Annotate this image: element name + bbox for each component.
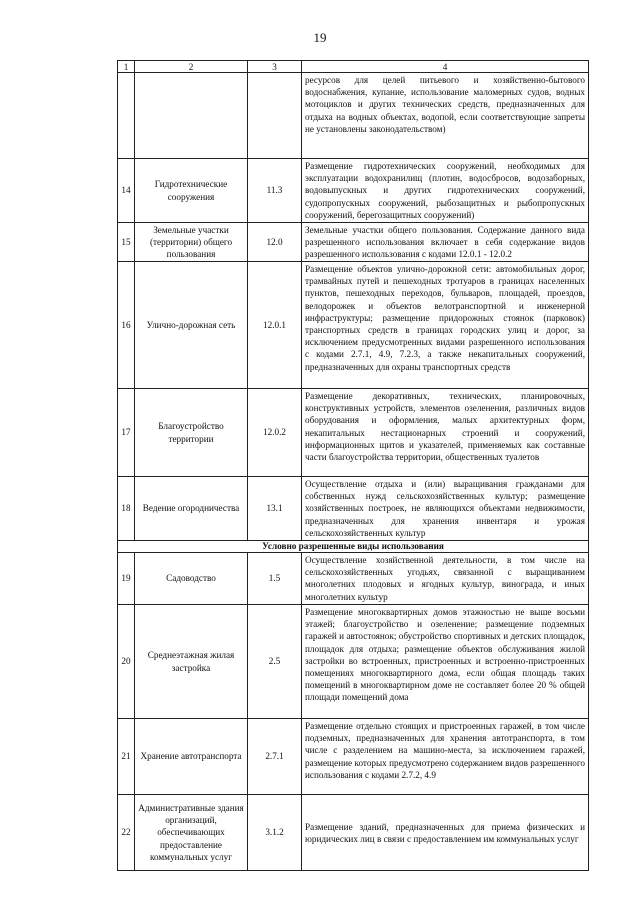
page-number: 19 (313, 30, 327, 45)
table-row (118, 159, 589, 223)
table-header-row (118, 61, 589, 73)
use-name-cell: Благоустройство территории (135, 389, 248, 477)
use-code-cell: 2.5 (248, 605, 302, 719)
row-number-cell: 18 (118, 477, 135, 541)
use-name-cell: Хранение автотранспорта (135, 719, 248, 795)
row-number-cell: 16 (118, 262, 135, 389)
section-heading-row (118, 541, 589, 553)
column-header-1: 1 (118, 61, 135, 73)
use-description-cell: Размещение объектов улично-дорожной сети: автомобильных дорог, трамвайных путей и пешеходных тротуаров в границах населенных пунктов, пешеходных переходов, бульваров, площадей, проездов, велодорожек и объектов велотранспортной и инженерной инфраструктуры; размещение придорожных стоянок (парковок) транспортных средств в границах городских улиц и дорог, за исключением предусмотренных видами разрешенного использования с кодами 2.7.1, 4.9, 7.2.3, а также некапитальных сооружений, предназначенных для охраны транспортных средств (302, 262, 589, 389)
use-description-cell: Размещение отдельно стоящих и пристроенных гаражей, в том числе подземных, предназначенных для хранения автотранспорта, в том числе с разделением на машино-места, за исключением гаражей, размещение которых предусмотрено содержанием видов разрешенного использования с кодами 2.7.2, 4.9 (302, 719, 589, 795)
use-code-cell: 2.7.1 (248, 719, 302, 795)
use-description-cell: Размещение многоквартирных домов этажностью не выше восьми этажей; благоустройство и озеленение; размещение подземных гаражей и автостоянок; обустройство спортивных и детских площадок, площадок для отдыха; размещение объектов обслуживания жилой застройки во встроенных, пристроенных и встроенно-пристроенных помещениях многоквартирного дома, если общая площадь таких помещений в многоквартирном доме не составляет более 20 % общей площади помещений дома (302, 605, 589, 719)
row-number-cell: 20 (118, 605, 135, 719)
use-description-cell: Размещение гидротехнических сооружений, необходимых для эксплуатации водохранилищ (плотин, водосбросов, водозаборных, водовыпускных и других гидротехнических сооружений, судопропускных сооружений, рыбозащитных и рыбопропускных сооружений, берегозащитных сооружений) (302, 159, 589, 223)
table-row (118, 262, 589, 389)
use-name-cell: Улично-дорожная сеть (135, 262, 248, 389)
use-description-cell: Осуществление отдыха и (или) выращивания гражданами для собственных нужд сельскохозяйственных культур; размещение хозяйственных построек, не являющихся объектами недвижимости, предназначенных для хранения инвентаря и урожая сельскохозяйственных культур (302, 477, 589, 541)
use-code-cell: 3.1.2 (248, 795, 302, 871)
row-number-cell: 17 (118, 389, 135, 477)
table-row (118, 223, 589, 262)
use-name-cell (135, 73, 248, 159)
column-header-4: 4 (302, 61, 589, 73)
use-code-cell: 11.3 (248, 159, 302, 223)
row-number-cell (118, 73, 135, 159)
table-row (118, 795, 589, 871)
use-code-cell: 12.0.1 (248, 262, 302, 389)
use-name-cell: Садоводство (135, 553, 248, 605)
table-row (118, 553, 589, 605)
use-description-cell: Размещение декоративных, технических, планировочных, конструктивных устройств, элементов озеленения, различных видов оборудования и оформления, малых архитектурных форм, некапитальных нестационарных строений и сооружений, информационных щитов и указателей, применяемых как составные части благоустройства территории, общественных туалетов (302, 389, 589, 477)
use-code-cell: 13.1 (248, 477, 302, 541)
row-number-cell: 19 (118, 553, 135, 605)
column-header-2: 2 (135, 61, 248, 73)
use-code-cell: 12.0.2 (248, 389, 302, 477)
row-number-cell: 21 (118, 719, 135, 795)
table-row (118, 389, 589, 477)
table-row (118, 719, 589, 795)
table-row (118, 605, 589, 719)
use-code-cell: 12.0 (248, 223, 302, 262)
table-row (118, 477, 589, 541)
use-name-cell: Ведение огородничества (135, 477, 248, 541)
use-description-cell: Размещение зданий, предназначенных для приема физических и юридических лиц в связи с предоставлением им коммунальных услуг (302, 795, 589, 871)
use-description-cell: ресурсов для целей питьевого и хозяйственно-бытового водоснабжения, купание, использование маломерных судов, водных мотоциклов и других технических средств, предназначенных для отдыха на водных объектах, водопой, если соответствующие запреты не установлены законодательством) (302, 73, 589, 159)
use-code-cell: 1.5 (248, 553, 302, 605)
use-description-cell: Осуществление хозяйственной деятельности, в том числе на сельскохозяйственных угодьях, связанной с выращиванием многолетних плодовых и ягодных культур, винограда, и иных многолетних культур (302, 553, 589, 605)
section-heading: Условно разрешенные виды использования (118, 541, 589, 553)
use-description-cell: Земельные участки общего пользования. Содержание данного вида разрешенного использования включает в себя содержание видов разрешенного использования с кодами 12.0.1 - 12.0.2 (302, 223, 589, 262)
use-name-cell: Гидротехнические сооружения (135, 159, 248, 223)
column-header-3: 3 (248, 61, 302, 73)
use-code-cell (248, 73, 302, 159)
land-use-table (117, 60, 589, 871)
row-number-cell: 22 (118, 795, 135, 871)
table-row-continuation (118, 73, 589, 159)
row-number-cell: 14 (118, 159, 135, 223)
use-name-cell: Среднеэтажная жилая застройка (135, 605, 248, 719)
use-name-cell: Административные здания организаций, обеспечивающих предоставление коммунальных услуг (135, 795, 248, 871)
row-number-cell: 15 (118, 223, 135, 262)
use-name-cell: Земельные участки (территории) общего пользования (135, 223, 248, 262)
